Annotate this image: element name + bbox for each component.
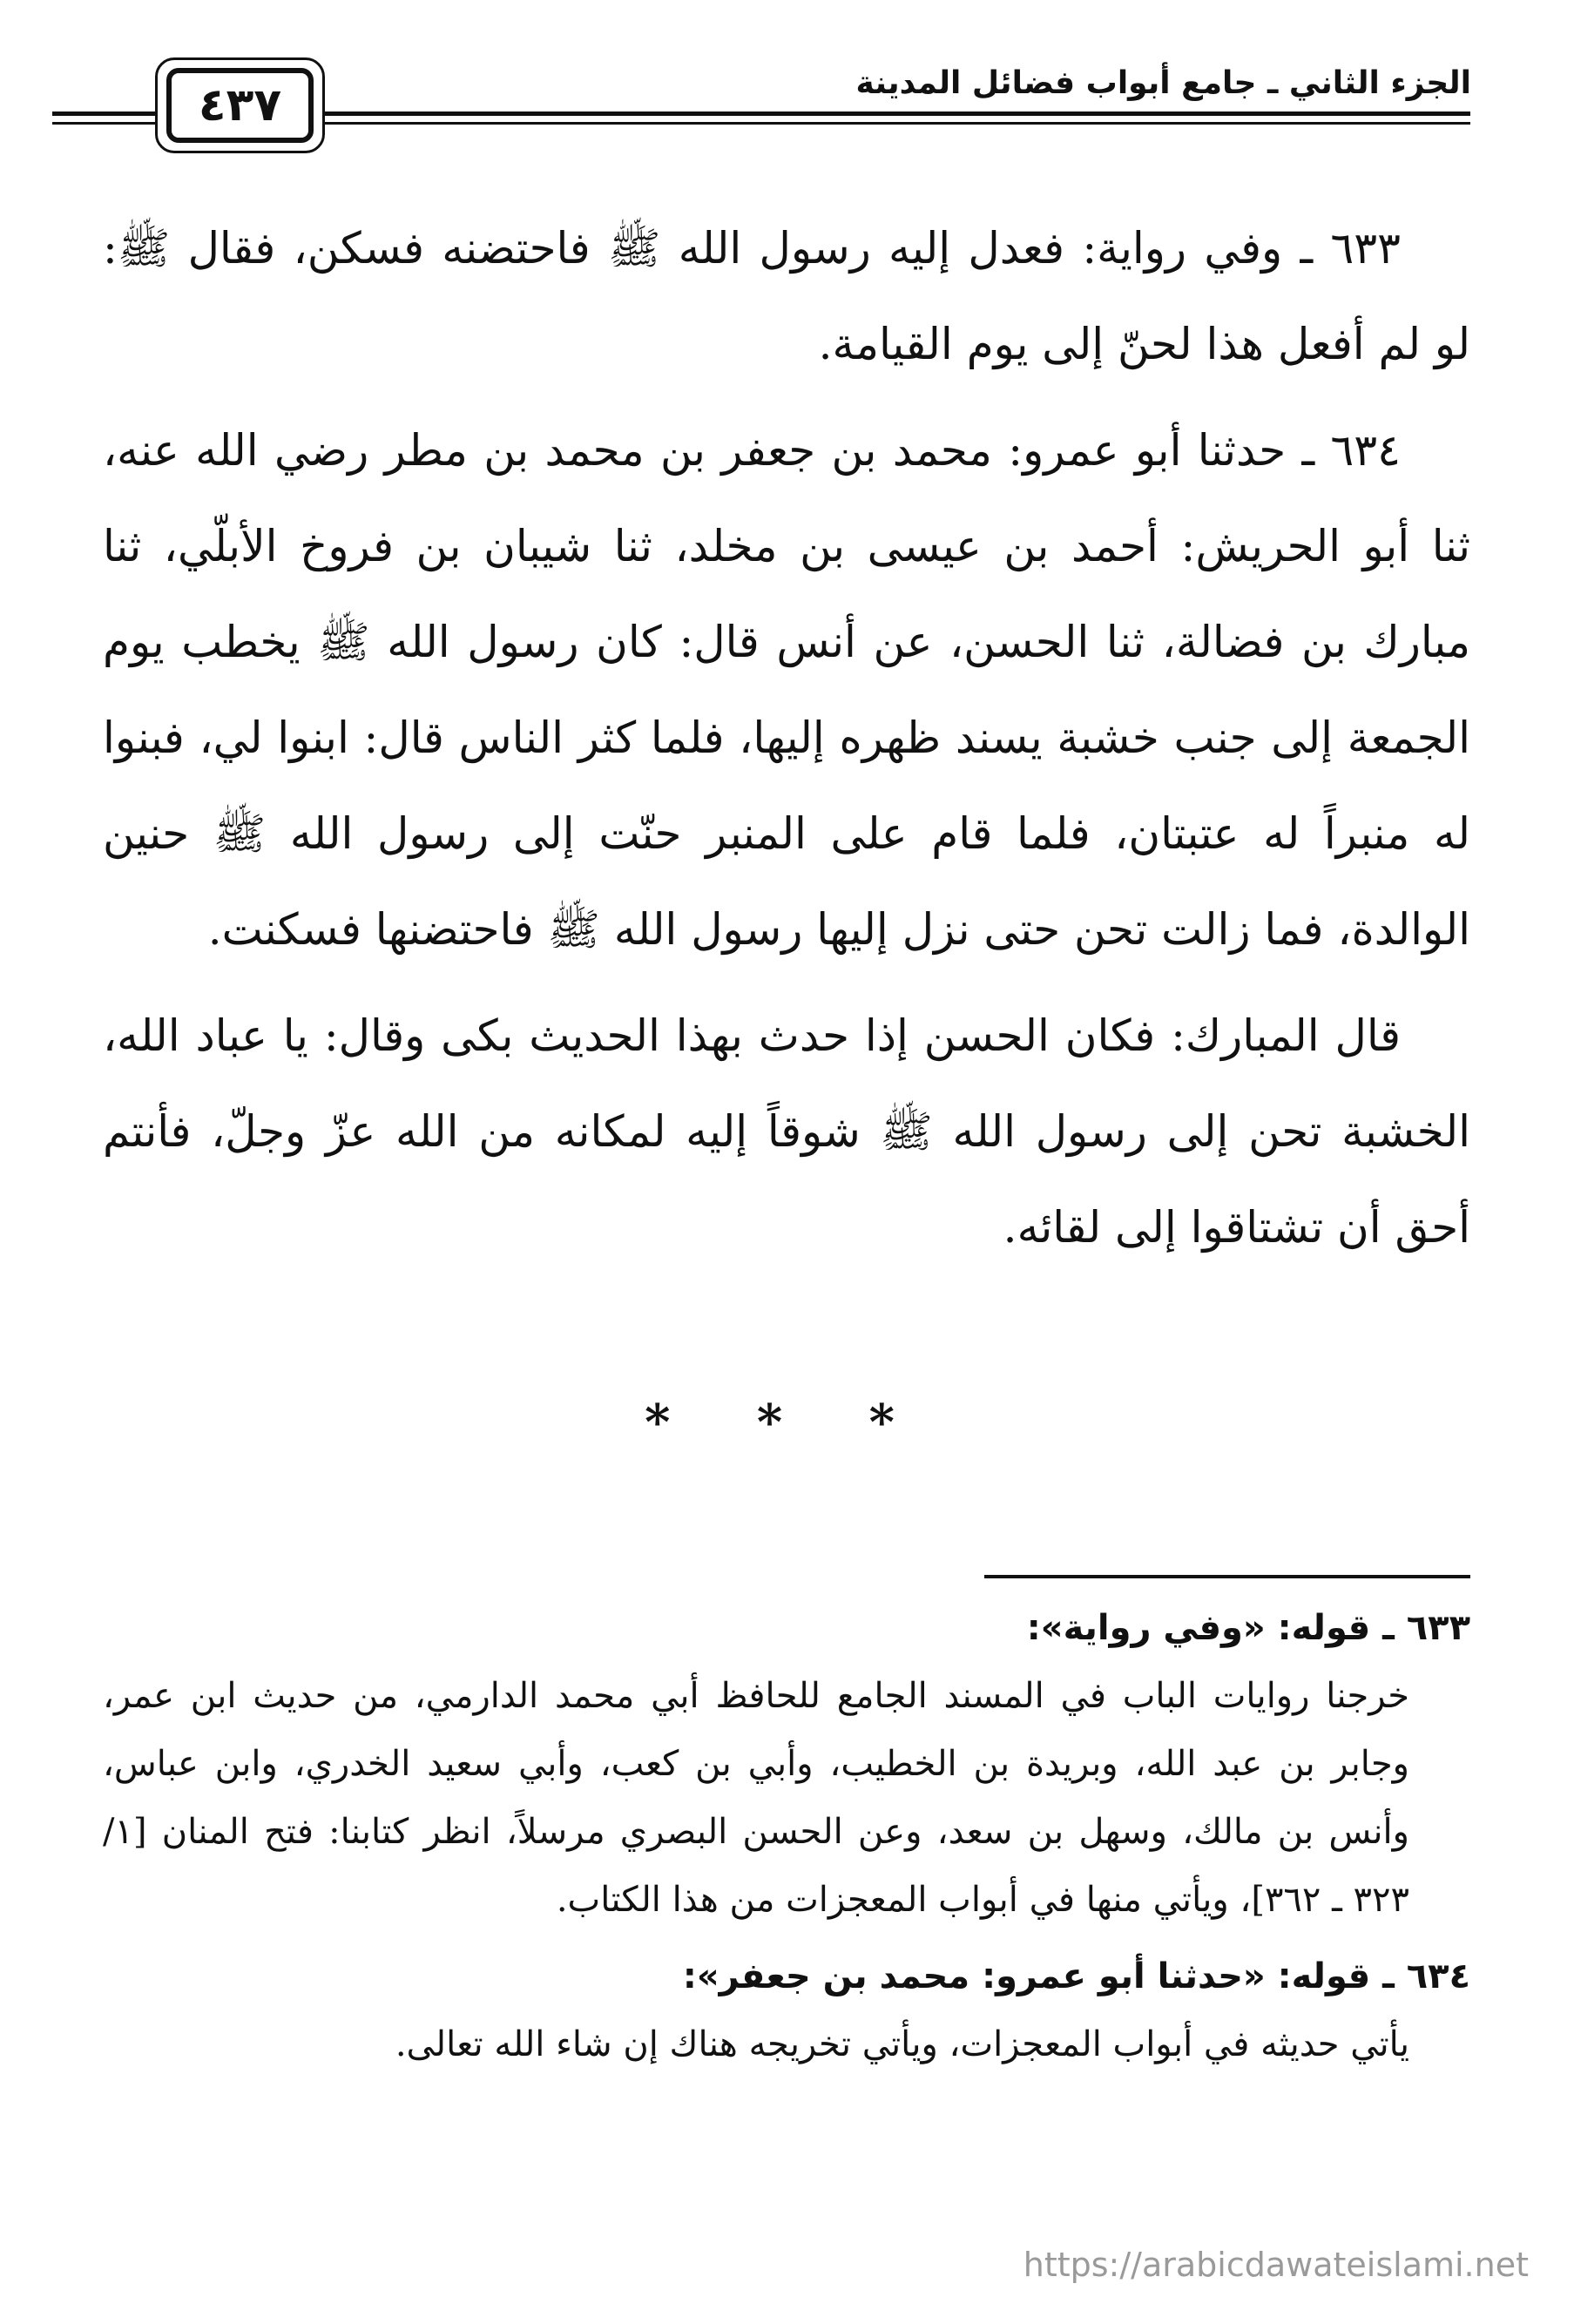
footnote-rule	[984, 1575, 1470, 1578]
footnote-body-634: يأتي حديثه في أبواب المعجزات، ويأتي تخريجه هناك إن شاء الله تعالى.	[395, 2024, 1409, 2064]
footnotes	[103, 1594, 1470, 2078]
page-number: ٤٣٧	[166, 68, 314, 143]
paragraph-633: ٦٣٣ ـ وفي رواية: فعدل إليه رسول الله ﷺ فاحتضنه فسكن، فقال ﷺ: لو لم أفعل هذا لحنّ إلى يوم القيامة.	[103, 223, 1470, 369]
page-number-frame	[155, 57, 325, 153]
watermark-url: https://arabicdawateislami.net	[1023, 2246, 1529, 2284]
paragraph-634: ٦٣٤ ـ حدثنا أبو عمرو: محمد بن جعفر بن محمد بن مطر رضي الله عنه، ثنا أبو الحريش: أحمد بن عيسى بن مخلد، ثنا شيبان بن فروخ الأبلّي، ثنا مبارك بن فضالة، ثنا الحسن، عن أنس قال: كان رسول الله ﷺ يخطب يوم الجمعة إلى جنب خشبة يسند ظهره إليها، فلما كثر الناس قال: ابنوا لي، فبنوا له منبراً له عتبتان، فلما قام على المنبر حنّت إلى رسول الله ﷺ حنين الوالدة، فما زالت تحن حتى نزل إليها رسول الله ﷺ فاحتضنها فسكنت.	[103, 425, 1470, 955]
footnote-heading-634: ٦٣٤ ـ قوله: «حدثنا أبو عمرو: محمد بن جعفر»:	[682, 1956, 1470, 1996]
section-separator: * * *	[645, 1394, 929, 1451]
running-title: الجزء الثاني ـ جامع أبواب فضائل المدينة	[855, 65, 1471, 101]
footnote-heading-633: ٦٣٣ ـ قوله: «وفي رواية»:	[1026, 1608, 1470, 1648]
footnote-body-633: خرجنا روايات الباب في المسند الجامع للحافظ أبي محمد الدارمي، من حديث ابن عمر، وجابر بن عبد الله، وبريدة بن الخطيب، وأبي بن كعب، وأبي سعيد الخدري، وابن عباس، وأنس بن مالك، وسهل بن سعد، وعن الحسن البصري مرسلاً، انظر كتابنا: فتح المنان [١/ ٣٢٣ ـ ٣٦٢]، ويأتي منها في أبواب المعجزات من هذا الكتاب.	[103, 1676, 1409, 1920]
paragraph-mubarak: قال المبارك: فكان الحسن إذا حدث بهذا الحديث بكى وقال: يا عباد الله، الخشبة تحن إلى رسول الله ﷺ شوقاً إليه لمكانه من الله عزّ وجلّ، فأنتم أحق أن تشتاقوا إلى لقائه.	[103, 1010, 1470, 1253]
page-header	[0, 0, 1574, 174]
main-text	[103, 200, 1470, 1275]
